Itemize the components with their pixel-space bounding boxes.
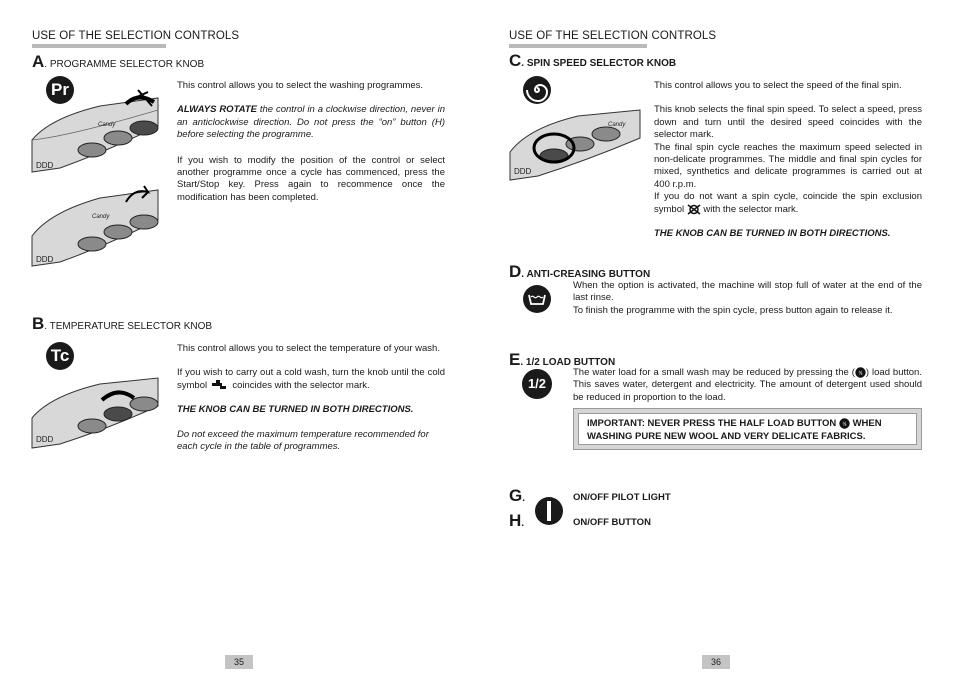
section-b-text (177, 343, 445, 453)
programme-knob-illustration-2 (30, 182, 160, 268)
section-a-p2-rest: the control in a clockwise direction, never in an anticlockwise direction. Do not press the “on” button (H) before selecting the programme. (177, 104, 445, 141)
section-a-label: . PROGRAMME SELECTOR KNOB (44, 59, 205, 70)
tap-icon (210, 380, 230, 390)
section-b-p2-a: If you wish to carry out a cold wash, turn the knob until the cold symbol (177, 367, 445, 391)
svg-text:DDD: DDD (514, 167, 532, 176)
section-d-p2: To finish the programme with the spin cycle, press button again to release it. (573, 304, 893, 316)
page-number-36: 36 (702, 655, 730, 669)
on-off-button-label: ON/OFF BUTTON (573, 517, 651, 528)
section-b-p1: This control allows you to select the temperature of your wash. (177, 343, 440, 354)
section-d-p1: When the option is activated, the machine will stop full of water at the end of the last rinse. (573, 280, 922, 304)
svg-text:Candy: Candy (98, 122, 116, 128)
section-a-letter: A (32, 52, 45, 71)
svg-text:DDD: DDD (36, 161, 54, 170)
spin-knob-illustration (508, 104, 642, 182)
svg-text:Candy: Candy (92, 214, 110, 220)
spin-spiral-icon (522, 75, 552, 105)
temperature-icon-label: Tc (50, 346, 70, 365)
section-d-letter: D (509, 262, 522, 281)
right-page-header: USE OF THE SELECTION CONTROLS (509, 30, 717, 42)
section-c-p3: The final spin cycle reaches the maximum speed selected in non-delicate programmes. The middle and final spin cycles for mixed, synthetics and delicate programmes is carried out at 400 r.p.m. (654, 141, 922, 190)
no-spin-icon (687, 204, 701, 215)
programme-icon-label: Pr (51, 80, 69, 99)
half-load-warning-icon (839, 418, 850, 429)
section-b-p2 (177, 367, 445, 392)
right-header-bar (509, 44, 647, 48)
section-c-label: . SPIN SPEED SELECTOR KNOB (521, 58, 677, 69)
half-load-inline-icon (855, 367, 866, 378)
warning-text-a: IMPORTANT: NEVER PRESS THE HALF LOAD BUTTON (587, 418, 837, 430)
section-e-p1-a: The water load for a small wash may be reduced by pressing the ( (573, 367, 855, 379)
power-icon (534, 496, 564, 526)
section-c-p4-a: If you do not want a spin cycle, coincide the spin exclusion symbol (654, 191, 922, 215)
warning-text (578, 413, 917, 445)
warning-text-b: WHEN WASHING PURE NEW WOOL AND VERY DELICATE FABRICS. (587, 418, 882, 442)
section-c-p1: This control allows you to select the speed of the final spin. (654, 80, 902, 91)
section-c-p4-b: with the selector mark. (703, 203, 799, 215)
section-a-title (32, 52, 204, 72)
section-c-p4 (654, 191, 922, 216)
section-c-p5: THE KNOB CAN BE TURNED IN BOTH DIRECTIONS. (654, 228, 891, 240)
section-h-dot: . (521, 518, 525, 529)
programme-knob-illustration-1 (30, 88, 160, 176)
svg-text:½: ½ (858, 370, 863, 377)
svg-text:DDD: DDD (36, 255, 54, 264)
section-c-title (509, 51, 676, 71)
svg-text:½: ½ (842, 421, 847, 428)
on-off-pilot-light-label: ON/OFF PILOT LIGHT (573, 492, 671, 503)
left-header-bar (32, 44, 166, 48)
section-c-p2: This knob selects the final spin speed. To select a speed, press down and turn until the desired speed coincides with the selector mark. (654, 104, 922, 141)
section-a-p3: If you wish to modify the position of the control or select another programme once a cycle has commenced, press the Start/Stop key. Press again to recommence once the modification has been completed. (177, 154, 445, 203)
section-b-letter: B (32, 314, 45, 333)
section-c-letter: C (509, 51, 522, 70)
svg-text:Candy: Candy (608, 122, 626, 128)
section-e-label: . 1/2 LOAD BUTTON (520, 357, 616, 368)
left-page-header: USE OF THE SELECTION CONTROLS (32, 30, 240, 42)
section-d-label: . ANTI-CREASING BUTTON (521, 269, 651, 280)
section-d-text (573, 280, 922, 317)
svg-text:DDD: DDD (36, 435, 54, 444)
half-load-icon-label: 1/2 (527, 376, 547, 391)
section-a-p1: This control allows you to select the washing programmes. (177, 80, 424, 91)
half-load-icon (522, 369, 552, 399)
section-b-p3: THE KNOB CAN BE TURNED IN BOTH DIRECTIONS. (177, 404, 414, 416)
section-b-label: . TEMPERATURE SELECTOR KNOB (44, 321, 213, 332)
section-g-title (509, 486, 525, 506)
page-number-35: 35 (225, 655, 253, 669)
section-e-text (573, 367, 922, 404)
temperature-knob-icon (46, 342, 74, 370)
section-e-p1-b: ) load button. This saves water, detergent and electricity. The amount of detergent used should be reduced in proportion to the load. (573, 367, 922, 403)
section-b-p2-b: coincides with the selector mark. (232, 379, 370, 391)
section-b-title (32, 314, 212, 334)
section-b-p4: Do not exceed the maximum temperature recommended for each cycle in the table of programmes. (177, 428, 429, 453)
section-a-p2 (177, 104, 445, 141)
section-e-letter: E (509, 350, 521, 369)
temperature-knob-illustration (30, 370, 160, 450)
section-g-dot: . (522, 493, 526, 504)
section-g-letter: G (509, 486, 523, 505)
always-rotate-label: ALWAYS ROTATE (177, 104, 257, 116)
section-d-title (509, 262, 650, 282)
section-c-text (654, 80, 922, 240)
section-a-text (177, 80, 445, 204)
section-h-title (509, 511, 524, 531)
anti-crease-basin-icon (522, 284, 552, 314)
warning-box (573, 408, 922, 450)
section-h-letter: H (509, 511, 522, 530)
